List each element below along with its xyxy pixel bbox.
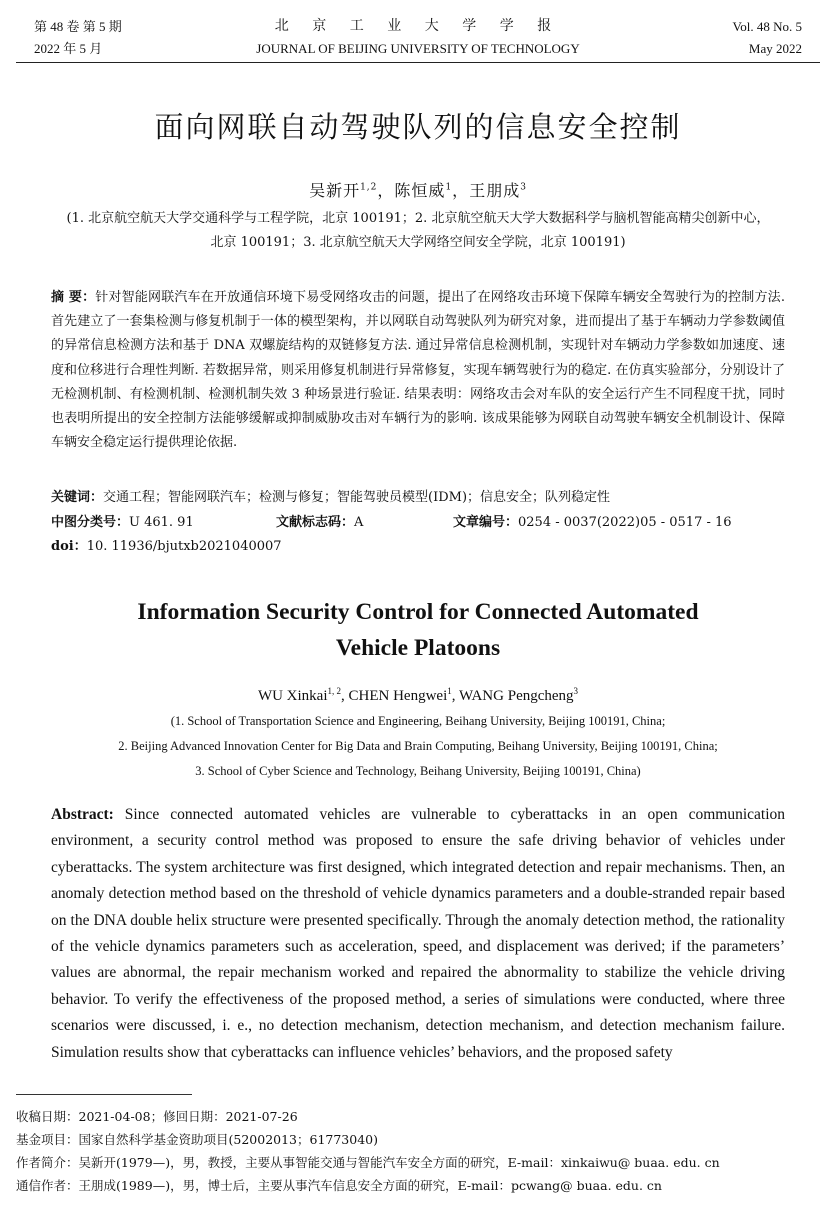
affiliation-line: 3. School of Cyber Science and Technology, Beihang University, Beijing 100191, China) xyxy=(195,764,641,778)
author-name: WANG Pengcheng xyxy=(458,688,574,704)
doi-value: 10. 11936/bjutxb2021040007 xyxy=(86,539,282,554)
article-number xyxy=(453,511,732,530)
journal-name-en: JOURNAL OF BEIJING UNIVERSITY OF TECHNOLOGY xyxy=(256,41,580,56)
keywords-label: 关键词： xyxy=(51,490,104,505)
footnote-rule xyxy=(16,1094,192,1095)
author-separator: , xyxy=(451,688,459,704)
funding-note: 基金项目：国家自然科学基金资助项目(52002013；61773040) xyxy=(16,1132,379,1147)
clc-number xyxy=(51,511,194,530)
author-affil-mark: 1,2 xyxy=(360,182,378,193)
clc-value: U 461. 91 xyxy=(129,515,194,530)
vol-no: Vol. 48 No. 5 xyxy=(732,19,802,34)
author-affil-mark: 1, 2 xyxy=(327,686,342,696)
affiliation-line: 2. Beijing Advanced Innovation Center for Big Data and Brain Computing, Beihang University, Beijing 100191, China; xyxy=(118,739,718,753)
abstract-en xyxy=(51,802,785,1066)
authors-cn xyxy=(0,178,836,201)
footnotes xyxy=(16,1105,822,1197)
affiliation-line: (1. School of Transportation Science and Engineering, Beihang University, Beijing 100191, China; xyxy=(170,714,666,728)
date-cn: 2022 年 5 月 xyxy=(34,41,103,56)
article-number-label: 文章编号： xyxy=(453,515,519,530)
abstract-cn xyxy=(51,286,785,455)
doi-label: doi： xyxy=(51,539,87,554)
author-name: WU Xinkai xyxy=(257,688,328,704)
paper-title-en xyxy=(0,594,836,666)
abstract-label-cn: 摘 要： xyxy=(51,290,96,305)
abstract-text-en: Since connected automated vehicles are vulnerable to cyberattacks in an open communication environment, a security control method was proposed to ensure the safe driving behavior of vehicles under cyberattacks. The system architecture was first designed, which integrated detection and repair mechanisms. Then, an anomaly detection method based on the threshold of vehicle dynamics parameters and a double-stranded repair based on the DNA double helix structure were presented specifically. Through the anomaly detection method, the rationality of the vehicle dynamics parameters such as acceleration, speed, and displacement was derived; if the parameters’ values are abnormal, the repair mechanism worked and repaired the abnormality to stabilize the vehicle driving behavior. To verify the effectiveness of the proposed method, a series of simulations were conducted, where three scenarios were discussed, i. e., no detection mechanism, detection mechanism, and detection mechanism failure. Simulation results show that cyberattacks can influence vehicles’ behaviors, and the proposed safety xyxy=(51,806,785,1061)
keywords-cn xyxy=(51,486,785,505)
author-name: CHEN Hengwei xyxy=(348,688,448,704)
corresponding-author: 通信作者：王朋成(1989—)，男，博士后，主要从事汽车信息安全方面的研究，E-mail：pcwang@ buaa. edu. cn xyxy=(16,1178,662,1193)
doi xyxy=(51,535,282,554)
affiliation-line: 北京 100191；3. 北京航空航天大学网络空间安全学院，北京 100191) xyxy=(210,235,626,250)
affiliations-cn xyxy=(14,207,822,255)
title-en-line: Information Security Control for Connected Automated xyxy=(137,599,699,625)
header-rule xyxy=(16,62,820,63)
article-number-value: 0254 - 0037(2022)05 - 0517 - 16 xyxy=(518,515,732,530)
abstract-text-cn: 针对智能网联汽车在开放通信环境下易受网络攻击的问题，提出了在网络攻击环境下保障车辆安全驾驶行为的控制方法. 首先建立了一套集检测与修复机制于一体的模型架构，并以网联自动驾驶队列为研究对象，进而提出了基于车辆动力学参数阈值的异常信息检测方法和基于 DNA 双螺旋结构的双链修复方法. 通过异常信息检测机制，实现针对车辆动力学参数如加速度、速度和位移进行合理性判断. 若数据异常，则采用修复机制进行异常修复，实现车辆驾驶行为的稳定. 在仿真实验部分，分别设计了无检测机制、有检测机制、检测机制失效 3 种场景进行验证. 结果表明：网络攻击会对车队的安全运行产生不同程度干扰，同时也表明所提出的安全控制方法能够缓解或抑制威胁攻击对车辆行为的影响. 该成果能够为网联自动驾驶车辆安全机制设计、保障车辆安全稳定运行提供理论依据. xyxy=(51,290,785,451)
journal-name xyxy=(34,16,802,60)
author-affil-mark: 3 xyxy=(520,182,527,193)
affiliation-line: (1. 北京航空航天大学交通科学与工程学院，北京 100191；2. 北京航空航天大学大数据科学与脑机智能高精尖创新中心， xyxy=(66,211,770,226)
classification-meta xyxy=(51,511,785,531)
paper-title-cn: 面向网联自动驾驶队列的信息安全控制 xyxy=(154,110,682,144)
title-en-line: Vehicle Platoons xyxy=(335,635,501,661)
author-name: 王朋成 xyxy=(469,181,521,200)
doc-code-label: 文献标志码： xyxy=(276,515,355,530)
author-name: 陈恒威 xyxy=(394,181,446,200)
clc-label: 中图分类号： xyxy=(51,515,130,530)
volume-issue: 第 48 卷 第 5 期 xyxy=(34,19,122,34)
journal-name-cn: 北 京 工 业 大 学 学 报 xyxy=(274,19,562,34)
author-separator: , xyxy=(341,688,349,704)
received-date: 收稿日期：2021-04-08；修回日期：2021-07-26 xyxy=(16,1109,298,1124)
running-header xyxy=(34,16,802,56)
document-code xyxy=(276,511,363,530)
affiliations-en xyxy=(0,709,836,784)
date-en: May 2022 xyxy=(748,41,802,56)
authors-en xyxy=(0,686,836,705)
author-separator: ， xyxy=(452,181,470,200)
author-affil-mark: 1 xyxy=(445,182,453,193)
author-name: 吴新开 xyxy=(309,181,361,200)
volume-issue-en xyxy=(733,16,802,60)
author-bio: 作者简介：吴新开(1979—)，男，教授，主要从事智能交通与智能汽车安全方面的研究，E-mail：xinkaiwu@ buaa. edu. cn xyxy=(16,1155,720,1170)
author-affil-mark: 3 xyxy=(573,686,579,696)
doc-code-value: A xyxy=(354,515,364,530)
keywords-text: 交通工程；智能网联汽车；检测与修复；智能驾驶员模型(IDM)；信息安全；队列稳定性 xyxy=(103,490,611,505)
author-affil-mark: 1 xyxy=(447,686,452,696)
abstract-label-en: Abstract: xyxy=(51,806,114,823)
author-separator: ， xyxy=(377,181,395,200)
